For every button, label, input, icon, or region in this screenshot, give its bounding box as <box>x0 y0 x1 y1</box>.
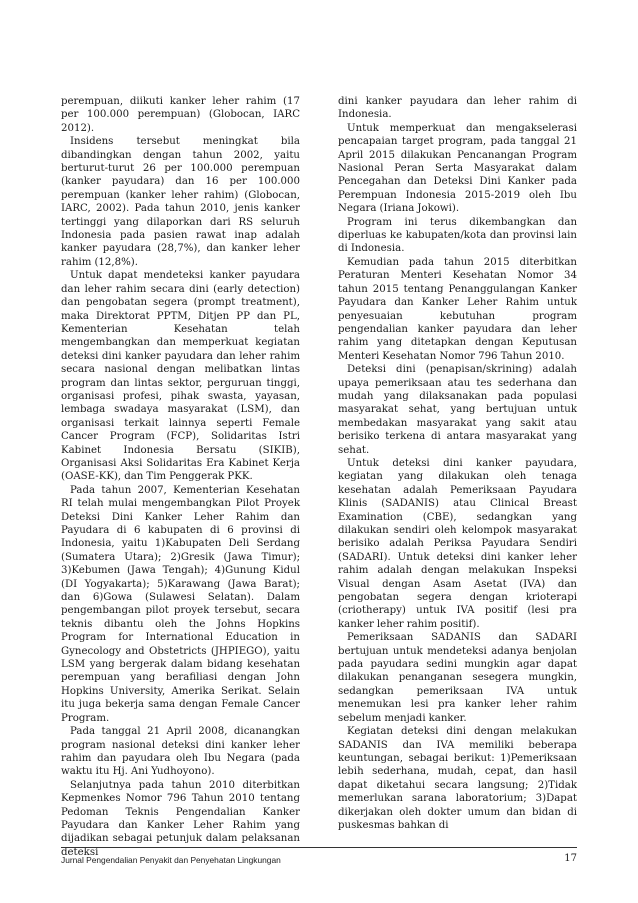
paragraph: Kemudian pada tahun 2015 diterbitkan Peraturan Menteri Kesehatan Nomor 34 tahun 2015 tentang Penanggulangan Kanker Payudara dan Kanker Leher Rahim untuk penyesuaian kebutuhan program pengendalian kanker payudara dan leher rahim yang ditetapkan dengan Keputusan Menteri Kesehatan Nomor 796 Tahun 2010. <box>338 256 577 362</box>
left-column <box>61 95 300 859</box>
paragraph: Program ini terus dikembangkan dan diperluas ke kabupaten/kota dan provinsi lain di Indonesia. <box>338 216 577 255</box>
paragraph: Deteksi dini (penapisan/skrining) adalah upaya pemeriksaan atau tes sederhana dan mudah yang dilaksanakan pada populasi masyarakat sehat, yang bertujuan untuk membedakan masyarakat yang sakit atau berisiko terkena di antara masyarakat yang sehat. <box>338 364 577 456</box>
paragraph: Pada tanggal 21 April 2008, dicanangkan program nasional deteksi dini kanker leher rahim dan payudara oleh Ibu Negara (pada waktu itu Hj. Ani Yudhoyono). <box>61 726 300 778</box>
paragraph: perempuan, diikuti kanker leher rahim (17 per 100.000 perempuan) (Globocan, IARC 2012). <box>61 96 300 134</box>
paragraph: dini kanker payudara dan leher rahim di Indonesia. <box>338 96 577 121</box>
paragraph: Pemeriksaan SADANIS dan SADARI bertujuan untuk mendeteksi adanya benjolan pada payudara sedini mungkin agar dapat dilakukan penanganan sesegera mungkin, sedangkan pemeriksaan IVA untuk menemukan lesi pra kanker leher rahim sebelum menjadi kanker. <box>338 632 577 724</box>
right-column <box>338 95 577 832</box>
paragraph: Kegiatan deteksi dini dengan melakukan SADANIS dan IVA memiliki beberapa keuntungan, sebagai berikut: 1)Pemeriksaan lebih sederhana, mudah, cepat, dan hasil dapat diketahui secara langsung; 2)Tidak memerlukan sarana laboratorium; 3)Dapat dikerjakan oleh dokter umum dan bidan di puskesmas bahkan di <box>338 726 577 831</box>
paragraph: Pada tahun 2007, Kementerian Kesehatan RI telah mulai mengembangkan Pilot Proyek Deteksi Dini Kanker Leher Rahim dan Payudara di 6 kabupaten di 6 provinsi di Indonesia, yaitu 1)Kabupaten Deli Serdang (Sumatera Utara); 2)Gresik (Jawa Timur); 3)Kebumen (Jawa Tengah); 4)Gunung Kidul (DI Yogyakarta); 5)Karawang (Jawa Barat); dan 6)Gowa (Sulawesi Selatan). Dalam pengembangan pilot proyek tersebut, secara teknis dibantu oleh the Johns Hopkins Program for International Education in Gynecology and Obstetricts (JHPIEGO), yaitu LSM yang bergerak dalam bidang kesehatan perempuan yang berafiliasi dengan John Hopkins University, Amerika Serikat. Selain itu juga bekerja sama dengan Female Cancer Program. <box>61 484 300 724</box>
footer-divider <box>61 847 577 848</box>
paragraph: Selanjutnya pada tahun 2010 diterbitkan Kepmenkes Nomor 796 Tahun 2010 tentang Pedoman Teknis Pengendalian Kanker Payudara dan Kanker Leher Rahim yang dijadikan sebagai petunjuk dalam pelaksanan deteksi <box>61 779 300 858</box>
journal-name: Jurnal Pengendalian Penyakit dan Penyehatan Lingkungan <box>61 855 281 865</box>
paragraph: Untuk memperkuat dan mengakselerasi pencapaian target program, pada tanggal 21 April 2015 dilakukan Pencanangan Program Nasional Peran Serta Masyarakat dalam Pencegahan dan Deteksi Dini Kanker pada Perempuan Indonesia 2015-2019 oleh Ibu Negara (Iriana Jokowi). <box>338 122 577 215</box>
paragraph: Untuk deteksi dini kanker payudara, kegiatan yang dilakukan oleh tenaga kesehatan adalah Pemeriksaan Payudara Klinis (SADANIS) atau Clinical Breast Examination (CBE), sedangkan yang dilakukan sendiri oleh kelompok masyarakat berisiko adalah Periksa Payudara Sendiri (SADARI). Untuk deteksi dini kanker leher rahim adalah dengan melakukan Inspeksi Visual dengan Asam Asetat (IVA) dan pengobatan segera dengan krioterapi (criotherapy) untuk IVA positif (lesi pra kanker leher rahim positif). <box>338 457 577 630</box>
paragraph: Insidens tersebut meningkat bila dibandingkan dengan tahun 2002, yaitu berturut-turut 26 per 100.000 perempuan (kanker payudara) dan 16 per 100.000 perempuan (kanker leher rahim) (Globocan, IARC, 2002). Pada tahun 2010, jenis kanker tertinggi yang dilaporkan dari RS seluruh Indonesia pada pasien rawat inap adalah kanker payudara (28,7%), dan kanker leher rahim (12,8%). <box>61 136 300 268</box>
page-number: 17 <box>564 853 577 864</box>
paragraph: Untuk dapat mendeteksi kanker payudara dan leher rahim secara dini (early detection) dan pengobatan segera (prompt treatment), maka Direktorat PPTM, Ditjen PP dan PL, Kementerian Kesehatan telah mengembangkan dan memperkuat kegiatan deteksi dini kanker payudara dan leher rahim secara nasional dengan melibatkan lintas program dan lintas sektor, perguruan tinggi, organisasi profesi, pihak swasta, yayasan, lembaga swadaya masyarakat (LSM), dan organisasi terkait lainnya seperti Female Cancer Program (FCP), Solidaritas Istri Kabinet Indonesia Bersatu (SIKIB), Organisasi Aksi Solidaritas Era Kabinet Kerja (OASE-KK), dan Tim Penggerak PKK. <box>61 270 300 483</box>
